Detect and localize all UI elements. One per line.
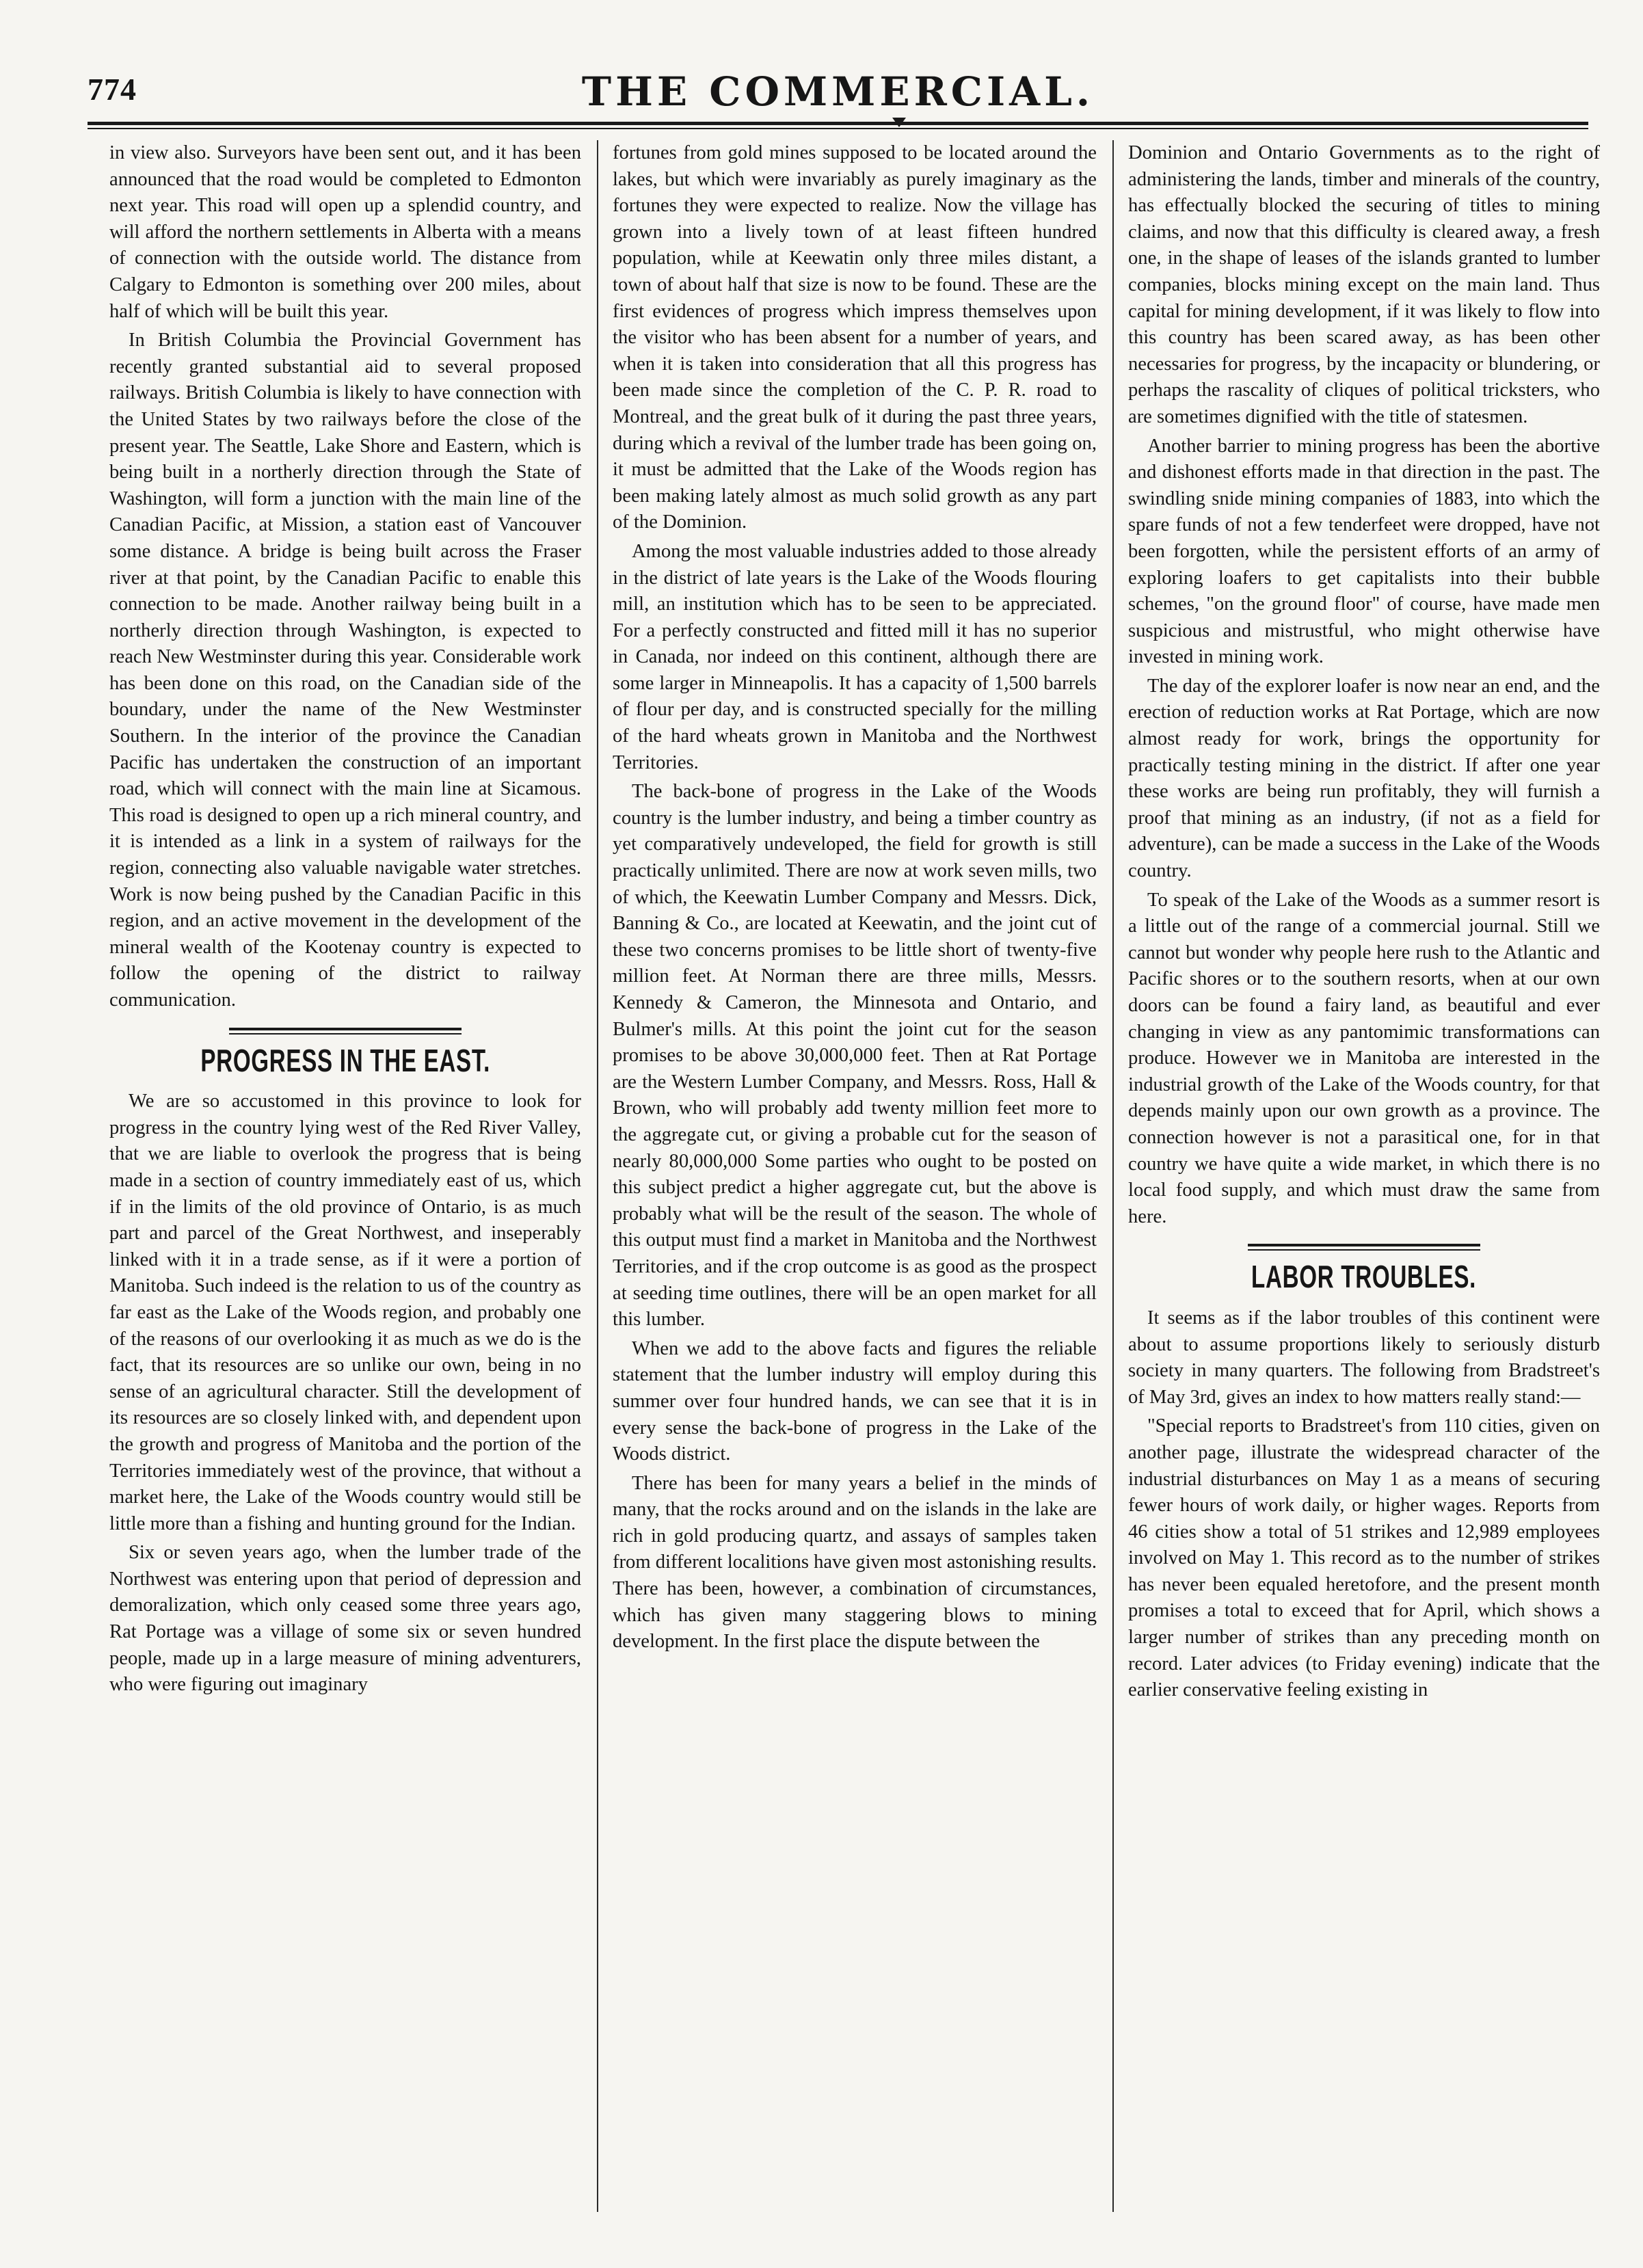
paragraph: There has been for many years a belief in the minds of many, that the rocks around and on the islands in the lake are rich in gold producing quartz, and assays of samples taken from different localitions have given most astonishing results. There has been, however, a combination of circumstances, which has given many staggering blows to mining development. In the first place the dispute between the xyxy=(613,1472,1097,1653)
section-heading: LABOR TROUBLES. xyxy=(1251,1259,1477,1295)
heading-rule-thin xyxy=(1248,1249,1480,1251)
paragraph: The day of the explorer loafer is now near an end, and the erection of reduction works at Rat Portage, which are now almost ready for work, brings the opportunity for practically testing mining in the district. If after one year these works are being run profitably, they will furnish a proof that mining as an industry, (if not as a field for adventure), can be made a success in the Lake of the Woods country. xyxy=(1128,675,1600,882)
masthead-title: THE COMMERCIAL. xyxy=(581,68,1095,115)
paragraph: "Special reports to Bradstreet's from 110 cities, given on another page, illustrate the widespread character of the industrial disturbances on May 1 as a means of securing fewer hours of work daily, or higher wages. Reports from 46 cities show a total of 51 strikes and 12,989 employees involved on May 1. This record as to the number of strikes has never been equaled heretofore, and the present month promises a total to exceed that for April, which shows a larger number of strikes than any preceding month on record. Later advices (to Friday evening) indicate that the earlier conservative feeling existing in xyxy=(1128,1415,1600,1701)
heading-rule xyxy=(1248,1244,1480,1246)
column-2 xyxy=(613,140,1097,2212)
section-heading-block xyxy=(1128,1244,1600,1296)
paragraph: fortunes from gold mines supposed to be located around the lakes, but which were invariably as purely imaginary as the fortunes they were expected to realize. Now the village has grown into a lively town of at least fifteen hundred population, while at Keewatin only three miles distant, a town of about half that size is now to be found. These are the first evidences of progress which impress themselves upon the visitor who has been absent for a number of years, and when it is taken into consideration that all this progress has been made since the completion of the C. P. R. road to Montreal, and the great bulk of it during the past three years, during which a revival of the lumber trade has been going on, it must be admitted that the Lake of the Woods region has been making lately almost as much solid growth as any part of the Dominion. xyxy=(613,142,1097,533)
column-divider xyxy=(597,140,598,2212)
page-header xyxy=(88,63,1588,115)
page-number: 774 xyxy=(88,72,137,107)
paragraph: in view also. Surveyors have been sent out, and it has been announced that the road would be completed to Edmonton next year. This road will open up a splendid country, and will afford the northern settlements in Alberta with a means of connection with the outside world. The distance from Calgary to Edmonton is something over 200 miles, about half of which will be built this year. xyxy=(109,142,581,322)
paragraph: To speak of the Lake of the Woods as a summer resort is a little out of the range of a commercial journal. Still we cannot but wonder why people here rush to the Atlantic and Pacific shores or to the southern resorts, when at our own doors can be found a fairy land, as beautiful and ever changing in view as any pantomimic transformations can produce. However we in Manitoba are interested in the industrial growth of the Lake of the Woods country, for that depends mainly upon our own growth as a province. The connection however is not a parasitical one, for in that country we have quite a wide market, in which there is no local food supply, and which must draw the same from here. xyxy=(1128,889,1600,1227)
paragraph: Dominion and Ontario Governments as to the right of administering the lands, timber and minerals of the country, has effectually blocked the securing of titles to mining claims, and now that this difficulty is cleared away, a fresh one, in the shape of leases of the islands granted to lumber companies, blocks mining except on the main land. Thus capital for mining development, if it was likely to flow into this country has been scared away, as has been other necessaries for progress, by the incapacity or blundering, or perhaps the rascality of cliques of political tricksters, who are sometimes dignified with the title of statesmen. xyxy=(1128,142,1600,427)
paragraph: When we add to the above facts and figures the reliable statement that the lumber industry will employ during this summer over four hundred hands, we can see that it is in every sense the back-bone of progress in the Lake of the Woods district. xyxy=(613,1337,1097,1465)
paragraph: Among the most valuable industries added to those already in the district of late years is the Lake of the Woods flouring mill, an institution which has to be seen to be appreciated. For a perfectly constructed and fitted mill it has no superior in Canada, nor indeed on this continent, although there are some larger in Minneapolis. It has a capacity of 1,500 barrels of flour per day, and is constructed specially for the milling of the hard wheats grown in Manitoba and the Northwest Territories. xyxy=(613,540,1097,773)
paragraph: It seems as if the labor troubles of this continent were about to assume proportions likely to seriously disturb society in many quarters. The following from Bradstreet's of May 3rd, gives an index to how matters really stand:— xyxy=(1128,1307,1600,1408)
heading-rule xyxy=(229,1028,462,1030)
column-1 xyxy=(109,140,581,2212)
header-rule-thin xyxy=(88,128,1588,129)
header-rule xyxy=(88,122,1588,125)
paragraph: Another barrier to mining progress has been the abortive and dishonest efforts made in that direction in the past. The swindling snide mining companies of 1883, into which the spare funds of not a few tenderfeet were dropped, have not been forgotten, while the persistent efforts of an army of exploring loafers to get capitalists into their bubble schemes, "on the ground floor" of course, have made men suspicious and mistrustful, who might otherwise have invested in mining work. xyxy=(1128,435,1600,668)
heading-rule-thin xyxy=(229,1033,462,1035)
paragraph: Six or seven years ago, when the lumber trade of the Northwest was entering upon that period of depression and demoralization, which only ceased some three years ago, Rat Portage was a village of some six or seven hundred people, made up in a large measure of mining adventurers, who were figuring out imaginary xyxy=(109,1542,581,1696)
column-divider xyxy=(1112,140,1114,2212)
section-heading: PROGRESS IN THE EAST. xyxy=(200,1042,490,1078)
paragraph: The back-bone of progress in the Lake of the Woods country is the lumber industry, and being a timber country as yet comparatively undeveloped, the field for growth is still practically unlimited. There are now at work seven mills, two of which, the Keewatin Lumber Company and Messrs. Dick, Banning & Co., are located at Keewatin, and the joint cut of these two concerns promises to be little short of twenty-five million feet. At Norman there are three mills, Messrs. Kennedy & Cameron, the Minnesota and Ontario, and Bulmer's mills. At this point the joint cut for the season promises to be above 30,000,000 feet. Then at Rat Portage are the Western Lumber Company, and Messrs. Ross, Hall & Brown, who will probably add twenty million feet more to the aggregate cut, or giving a probable cut for the season of nearly 80,000,000 Some parties who ought to be posted on this subject predict a higher aggregate cut, but the above is probably what will be the result of the season. The whole of this output must find a market in Manitoba and the Northwest Territories, and if the crop outcome is as good as the prospect at seeding time outlines, there will be an open market for all this lumber. xyxy=(613,781,1097,1331)
column-3 xyxy=(1128,140,1600,2212)
paragraph: In British Columbia the Provincial Government has recently granted substantial aid to several proposed railways. British Columbia is likely to have connection with the United States by two railways before the close of the present year. The Seattle, Lake Shore and Eastern, which is being built in a northerly direction through the State of Washington, will form a junction with the main line of the Canadian Pacific, at Mission, a station east of Vancouver some distance. A bridge is being built across the Fraser river at that point, by the Canadian Pacific to enable this connection to be made. Another railway being built in a northerly direction through Washington, is expected to reach New Westminster during this year. Considerable work has been done on this road, on the Canadian side of the boundary, under the name of the New Westminster Southern. In the interior of the province the Canadian Pacific has undertaken the construction of an important road, which will connect with the main line at Sicamous. This road is designed to open up a rich mineral country, and it is intended as a link in a system of railways for the region, connecting also valuable navigable water stretches. Work is now being pushed by the Canadian Pacific in this region, and an active movement in the development of the mineral wealth of the Kootenay country is expected to follow the opening of the district to railway communication. xyxy=(109,330,581,1011)
paragraph: We are so accustomed in this province to look for progress in the country lying west of the Red River Valley, that we are liable to overlook the progress that is being made in a section of country immediately east of us, which if in the limits of the old province of Ontario, is as much part and parcel of the Great Northwest, and inseperably linked with it in a trade sense, as if it were a portion of Manitoba. Such indeed is the relation to us of the country as far east as the Lake of the Woods region, and probably one of the reasons of our overlooking it as much as we do is the fact, that its resources are so unlike our own, being in no sense of an agricultural character. Still the development of its resources are so closely linked with, and dependent upon the growth and progress of Manitoba and the portion of the Territories immediately west of the province, that without a market here, the Lake of the Woods country would still be little more than a fishing and hunting ground for the Indian. xyxy=(109,1091,581,1534)
section-heading-block xyxy=(109,1028,581,1080)
